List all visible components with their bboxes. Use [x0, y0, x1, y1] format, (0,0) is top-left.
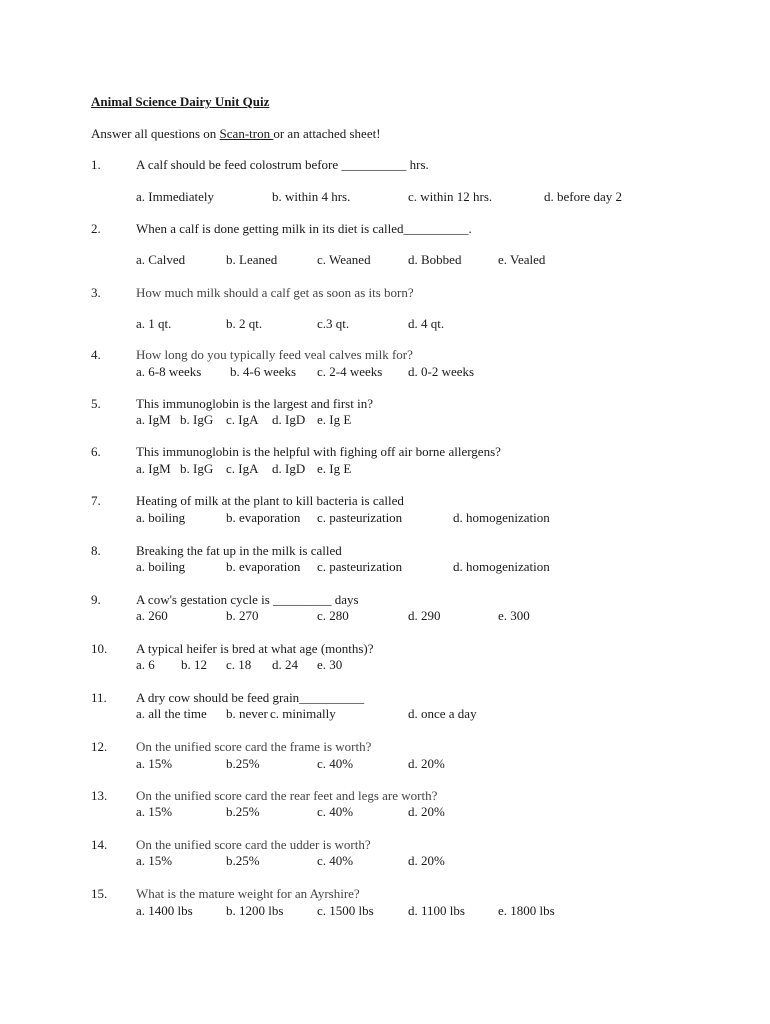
- answer-option: c. 40%: [317, 756, 354, 771]
- answer-option: a. Immediately: [136, 189, 214, 204]
- question-number: 12.: [91, 739, 108, 754]
- answer-option: c. Weaned: [317, 252, 371, 267]
- answer-option: a. boiling: [136, 510, 186, 525]
- instructions-underlined: Scan-tron: [219, 126, 274, 141]
- answer-option: a. 6-8 weeks: [136, 364, 202, 379]
- answer-option: b. 1200 lbs: [226, 903, 284, 918]
- answer-option: c. 280: [317, 608, 349, 623]
- answer-option: b. evaporation: [226, 559, 301, 574]
- answer-option: b. Leaned: [226, 252, 278, 267]
- answer-option: b.25%: [226, 804, 260, 819]
- answer-option: d. 20%: [408, 853, 445, 868]
- answer-option: a. IgM: [136, 461, 171, 476]
- question-text: This immunoglobin is the largest and first in?: [136, 396, 373, 411]
- question-number: 11.: [91, 690, 107, 705]
- answer-option: d. 4 qt.: [408, 316, 445, 331]
- answer-option: a. 1 qt.: [136, 316, 172, 331]
- quiz-title: Animal Science Dairy Unit Quiz: [91, 94, 270, 109]
- question-text: How long do you typically feed veal calves milk for?: [136, 347, 413, 362]
- question-text: On the unified score card the frame is worth?: [136, 739, 372, 754]
- answer-option: d. IgD: [272, 412, 306, 427]
- answer-option: c. minimally: [270, 706, 336, 721]
- answer-option: a. all the time: [136, 706, 207, 721]
- answer-option: c. 40%: [317, 804, 354, 819]
- answer-option: b. 270: [226, 608, 259, 623]
- answer-option: b.25%: [226, 853, 260, 868]
- answer-option: a. Calved: [136, 252, 186, 267]
- instructions: [91, 126, 381, 142]
- answer-option: d. once a day: [408, 706, 477, 721]
- answer-option: d. 1100 lbs: [408, 903, 465, 918]
- question-number: 8.: [91, 543, 101, 558]
- answer-option: d. 20%: [408, 804, 445, 819]
- answer-option: a. 1400 lbs: [136, 903, 193, 918]
- answer-option: b. 4-6 weeks: [230, 364, 297, 379]
- answer-option: b. 2 qt.: [226, 316, 263, 331]
- answer-option: b. IgG: [180, 461, 214, 476]
- question-text: A calf should be feed colostrum before __________ hrs.: [136, 157, 429, 172]
- answer-option: e. Ig E: [317, 412, 352, 427]
- question-text: What is the mature weight for an Ayrshire?: [136, 886, 360, 901]
- question-text: On the unified score card the rear feet and legs are worth?: [136, 788, 438, 803]
- instructions-prefix: Answer all questions on: [91, 126, 220, 141]
- instructions-suffix: or an attached sheet!: [273, 126, 381, 141]
- answer-option: b. 12: [181, 657, 207, 672]
- question-text: Breaking the fat up in the milk is called: [136, 543, 342, 558]
- answer-option: d. 290: [408, 608, 441, 623]
- question-number: 4.: [91, 347, 101, 362]
- question-number: 10.: [91, 641, 108, 656]
- question-number: 3.: [91, 285, 101, 300]
- answer-option: b.25%: [226, 756, 260, 771]
- answer-option: e. Ig E: [317, 461, 352, 476]
- answer-option: c.3 qt.: [317, 316, 350, 331]
- answer-option: b. within 4 hrs.: [272, 189, 351, 204]
- answer-option: a. 260: [136, 608, 168, 623]
- answer-option: c. pasteurization: [317, 510, 403, 525]
- question-number: 2.: [91, 221, 101, 236]
- answer-option: b. never: [226, 706, 268, 721]
- answer-option: e. 300: [498, 608, 530, 623]
- question-text: A typical heifer is bred at what age (months)?: [136, 641, 374, 656]
- question-number: 9.: [91, 592, 101, 607]
- answer-option: e. Vealed: [498, 252, 546, 267]
- answer-option: a. 15%: [136, 804, 173, 819]
- question-number: 7.: [91, 493, 101, 508]
- answer-option: d. 20%: [408, 756, 445, 771]
- answer-option: d. IgD: [272, 461, 306, 476]
- answer-option: d. 24: [272, 657, 298, 672]
- answer-option: e. 30: [317, 657, 343, 672]
- question-text: On the unified score card the udder is worth?: [136, 837, 371, 852]
- answer-option: c. pasteurization: [317, 559, 403, 574]
- answer-option: d. homogenization: [453, 510, 550, 525]
- question-number: 14.: [91, 837, 108, 852]
- answer-option: c. within 12 hrs.: [408, 189, 493, 204]
- question-number: 1.: [91, 157, 101, 172]
- answer-option: c. 2-4 weeks: [317, 364, 383, 379]
- answer-option: a. 6: [136, 657, 155, 672]
- question-text: Heating of milk at the plant to kill bacteria is called: [136, 493, 404, 508]
- question-number: 5.: [91, 396, 101, 411]
- answer-option: e. 1800 lbs: [498, 903, 555, 918]
- answer-option: d. 0-2 weeks: [408, 364, 475, 379]
- question-text: This immunoglobin is the helpful with fighing off air borne allergens?: [136, 444, 501, 459]
- question-number: 15.: [91, 886, 108, 901]
- answer-option: a. 15%: [136, 756, 173, 771]
- answer-option: d. before day 2: [544, 189, 622, 204]
- answer-option: a. IgM: [136, 412, 171, 427]
- answer-option: a. boiling: [136, 559, 186, 574]
- answer-option: c. 1500 lbs: [317, 903, 374, 918]
- answer-option: d. Bobbed: [408, 252, 462, 267]
- answer-option: c. 18: [226, 657, 252, 672]
- question-number: 13.: [91, 788, 108, 803]
- question-text: How much milk should a calf get as soon as its born?: [136, 285, 414, 300]
- question-text: A cow's gestation cycle is _________ days: [136, 592, 359, 607]
- question-text: A dry cow should be feed grain__________: [136, 690, 365, 705]
- question-text: When a calf is done getting milk in its diet is called__________.: [136, 221, 472, 236]
- question-number: 6.: [91, 444, 101, 459]
- answer-option: d. homogenization: [453, 559, 550, 574]
- answer-option: c. IgA: [226, 461, 259, 476]
- answer-option: c. 40%: [317, 853, 354, 868]
- answer-option: b. IgG: [180, 412, 214, 427]
- answer-option: b. evaporation: [226, 510, 301, 525]
- answer-option: c. IgA: [226, 412, 259, 427]
- answer-option: a. 15%: [136, 853, 173, 868]
